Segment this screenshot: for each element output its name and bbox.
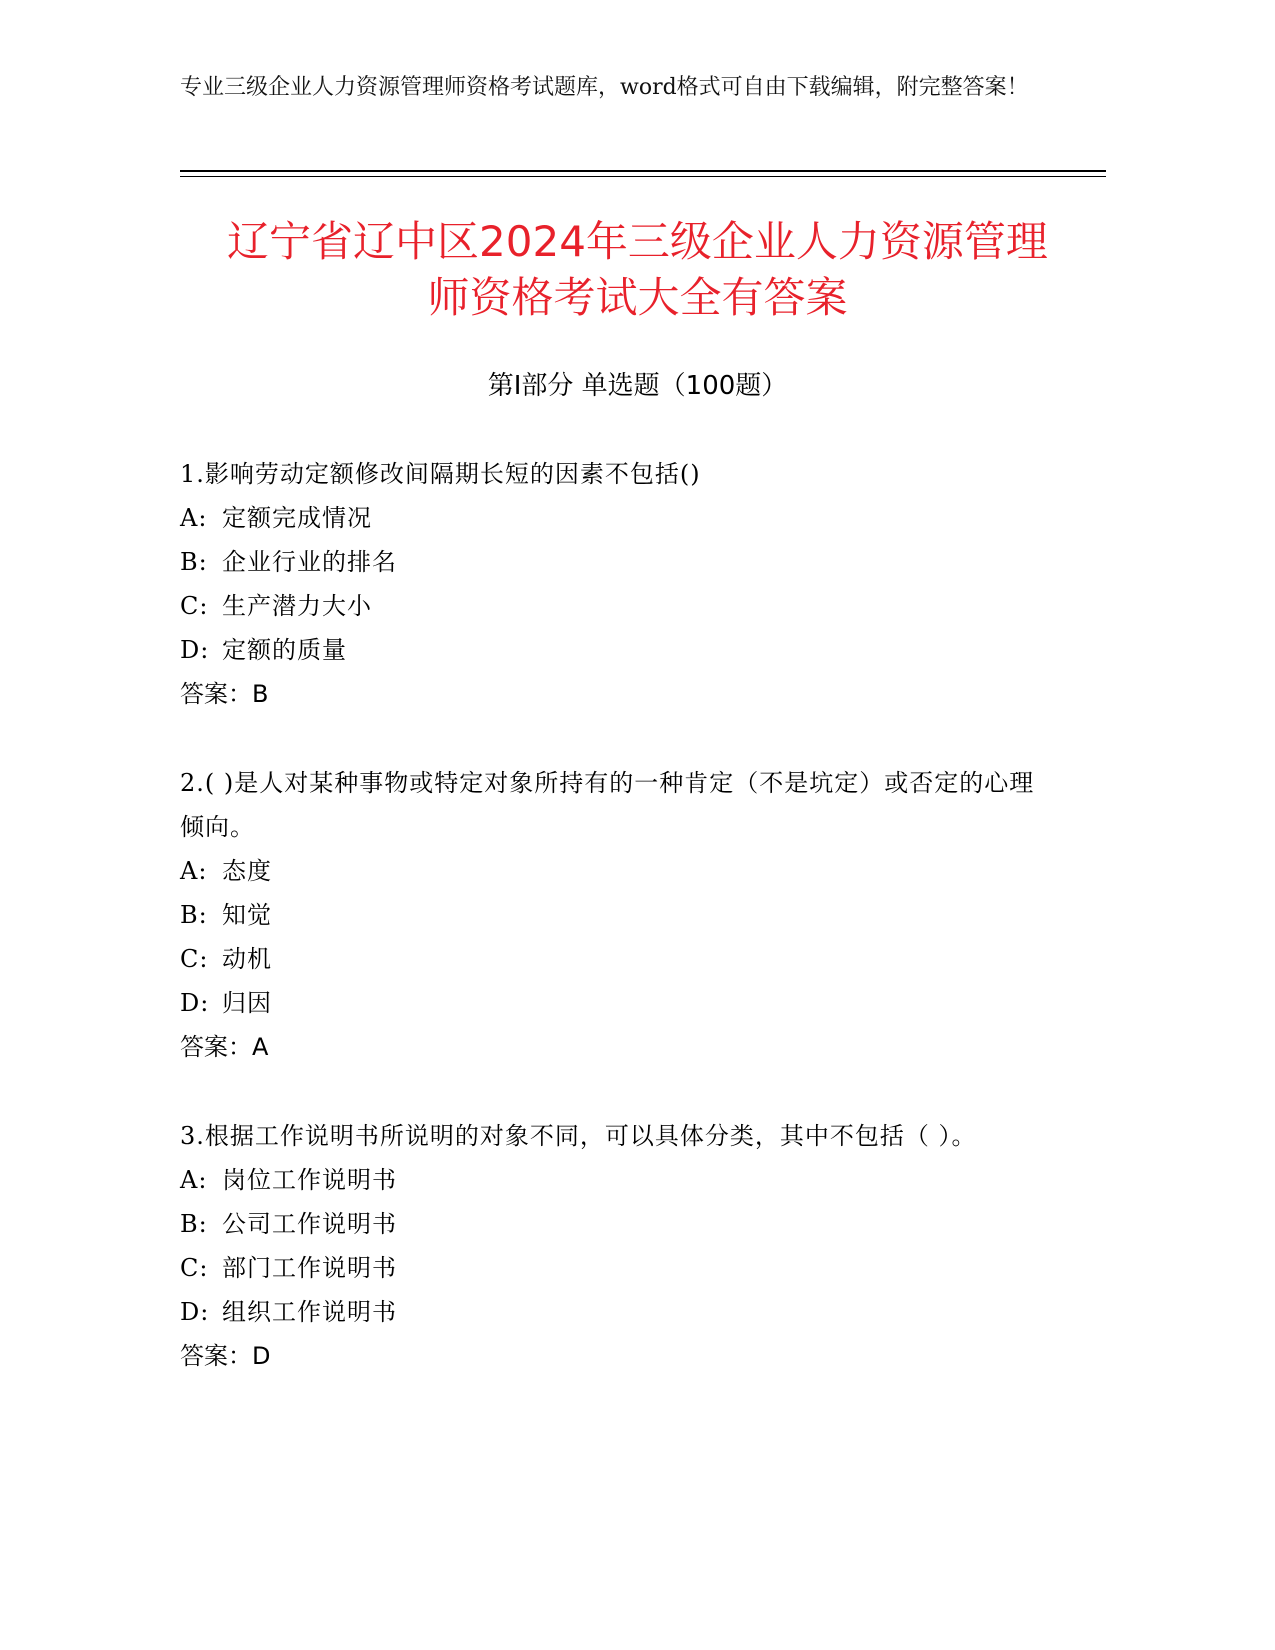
option-text: 组织工作说明书 xyxy=(222,1298,397,1326)
question-stem: 2.( )是人对某种事物或特定对象所持有的一种肯定（不是坑定）或否定的心理倾向。 xyxy=(180,769,1035,841)
option-text: 公司工作说明书 xyxy=(222,1210,397,1238)
header-divider-thin xyxy=(180,176,1106,177)
question-list xyxy=(180,452,1040,1423)
option-a xyxy=(180,1158,1040,1202)
option-key: C: xyxy=(180,1254,209,1282)
document-title-line-2: 师资格考试大全有答案 xyxy=(427,273,848,322)
header-note: 专业三级企业人力资源管理师资格考试题库，word格式可自由下载编辑，附完整答案！ xyxy=(180,75,1029,100)
answer-line: 答案：A xyxy=(180,1033,269,1061)
option-key: B: xyxy=(180,1210,208,1238)
answer-line: 答案：D xyxy=(180,1342,271,1370)
question-stem: 3.根据工作说明书所说明的对象不同，可以具体分类，其中不包括（ ）。 xyxy=(180,1122,977,1150)
document-title xyxy=(160,214,1115,326)
option-key: A: xyxy=(180,1166,208,1194)
question-3 xyxy=(180,1114,1040,1378)
answer-line: 答案：B xyxy=(180,680,269,708)
option-text: 归因 xyxy=(222,989,272,1017)
question-2 xyxy=(180,761,1040,1069)
option-key: B: xyxy=(180,901,208,929)
option-text: 企业行业的排名 xyxy=(222,548,397,576)
option-c xyxy=(180,584,1040,628)
option-text: 定额的质量 xyxy=(222,636,347,664)
option-text: 态度 xyxy=(222,857,272,885)
option-text: 生产潜力大小 xyxy=(222,592,372,620)
option-text: 岗位工作说明书 xyxy=(222,1166,397,1194)
option-c xyxy=(180,1246,1040,1290)
option-a xyxy=(180,496,1040,540)
option-key: D: xyxy=(180,1298,210,1326)
option-key: A: xyxy=(180,857,208,885)
option-b xyxy=(180,1202,1040,1246)
option-text: 知觉 xyxy=(222,901,272,929)
option-key: D: xyxy=(180,989,210,1017)
option-key: D: xyxy=(180,636,210,664)
question-1 xyxy=(180,452,1040,716)
option-text: 部门工作说明书 xyxy=(222,1254,397,1282)
document-title-line-1: 辽宁省辽中区2024年三级企业人力资源管理 xyxy=(227,217,1048,266)
option-text: 定额完成情况 xyxy=(222,504,372,532)
option-d xyxy=(180,628,1040,672)
option-d xyxy=(180,1290,1040,1334)
option-b xyxy=(180,540,1040,584)
section-title: 第I部分 单选题（100题） xyxy=(487,371,788,401)
option-key: C: xyxy=(180,592,209,620)
option-key: C: xyxy=(180,945,209,973)
option-key: B: xyxy=(180,548,208,576)
option-key: A: xyxy=(180,504,208,532)
option-a xyxy=(180,849,1040,893)
option-c xyxy=(180,937,1040,981)
option-d xyxy=(180,981,1040,1025)
option-text: 动机 xyxy=(222,945,272,973)
option-b xyxy=(180,893,1040,937)
header-divider xyxy=(180,170,1106,172)
question-stem: 1.影响劳动定额修改间隔期长短的因素不包括() xyxy=(180,460,701,488)
